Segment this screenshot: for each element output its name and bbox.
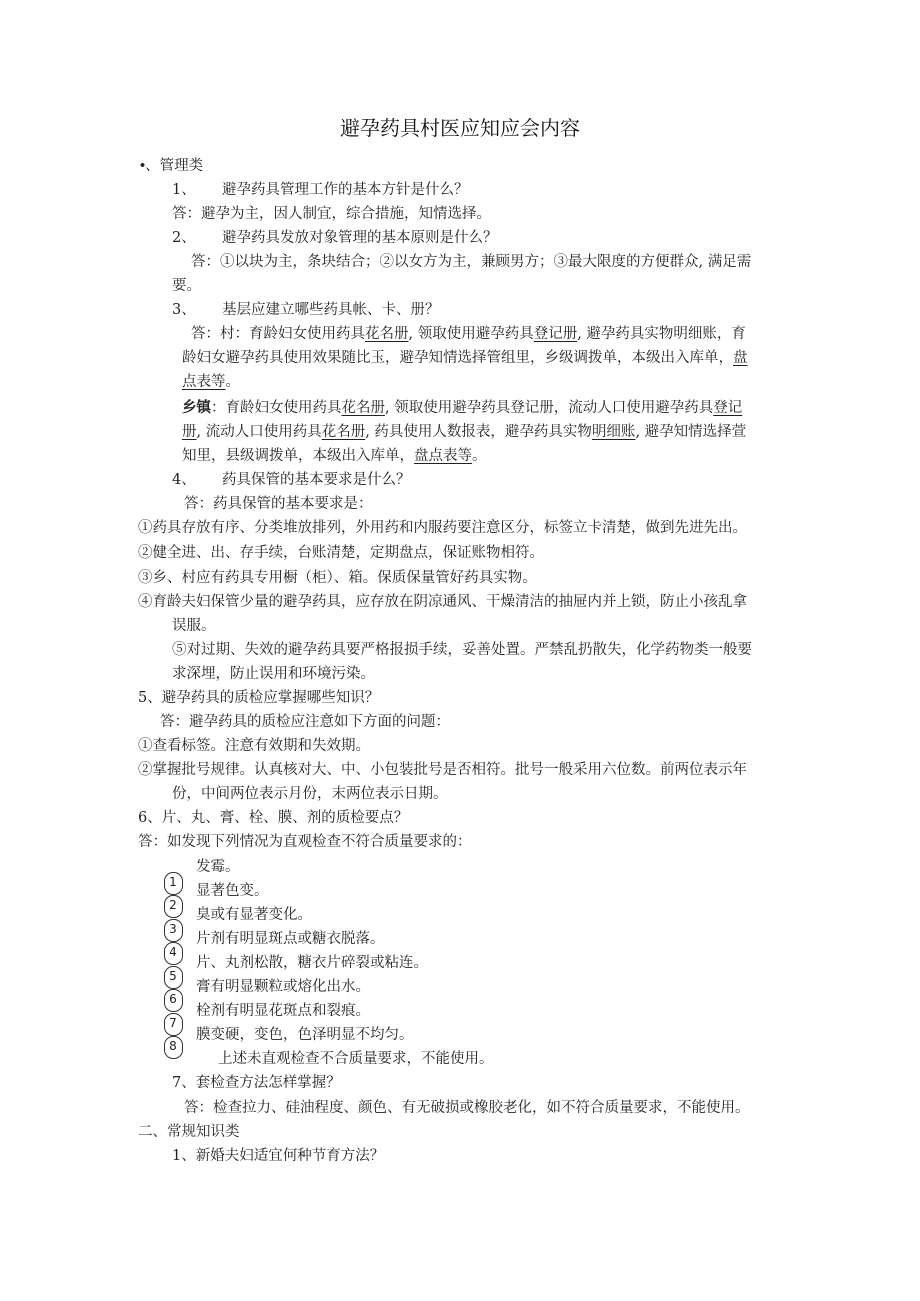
question-number: 1、	[172, 182, 196, 198]
defect-item: 发霉。	[196, 859, 240, 875]
list-item: ③乡、村应有药具专用橱（柜）、箱。保质保量管好药具实物。	[138, 570, 537, 586]
circled-number-marker: 2	[164, 895, 183, 918]
question-6: 6、片、丸、膏、栓、膜、剂的质检要点？	[138, 810, 409, 826]
list-item-continuation: 误服。	[172, 618, 216, 634]
text-run: 龄妇女避孕药具使用效果随比玉，避孕知情选择管组里，乡级调拨单，本级出入库单，	[182, 350, 733, 366]
circled-number-marker: 4	[164, 942, 183, 965]
underlined-term: 花名册	[321, 424, 366, 440]
text-run: , 领取使用避孕药具登记册，流动人口使用避孕药具	[385, 400, 714, 416]
answer-3-village-line-1	[191, 322, 746, 346]
answer-6: 答：如发现下列情况为直观检查不符合质量要求的：	[138, 834, 472, 850]
text-run: ：育龄妇女使用药具	[211, 400, 342, 416]
text-run: , 流动人口使用药具	[196, 424, 322, 440]
circled-number-column	[163, 871, 183, 1059]
answer-4: 答：药具保管的基本要求是：	[184, 496, 373, 512]
question-number: 3、	[172, 302, 196, 318]
underlined-term: 盘点表等	[414, 448, 472, 464]
defect-conclusion: 上述未直观检查不合质量要求，不能使用。	[218, 1051, 494, 1067]
list-item-continuation: 份，中间两位表示月份，末两位表示日期。	[172, 786, 448, 802]
answer-3-village-line-3	[182, 370, 240, 394]
list-item: ①药具存放有序、分类堆放排列，外用药和内服药要注意区分，标签立卡清楚，做到先进先出。	[138, 520, 747, 536]
section-heading-management: •、管理类	[140, 158, 204, 174]
question-3	[172, 298, 440, 322]
defect-item: 片剂有明显斑点或糖衣脱落。	[196, 931, 385, 947]
list-item: ⑤对过期、失效的避孕药具要严格报损手续，妥善处置。严禁乱扔散失，化学药物类一般要	[172, 642, 752, 658]
defect-item: 栓剂有明显花斑点和裂痕。	[196, 1003, 370, 1019]
circled-number-marker: 8	[164, 1036, 183, 1059]
circled-number-marker: 6	[164, 989, 183, 1012]
text-run: 。	[225, 374, 240, 390]
list-item: ①查看标签。注意有效期和失效期。	[138, 738, 370, 754]
answer-3-town-line-3	[182, 444, 487, 468]
text-run: , 避孕药具实物明细账，育	[577, 326, 746, 342]
question-2	[172, 226, 498, 250]
underlined-term: 明细账	[591, 424, 636, 440]
underlined-term: 登记册	[533, 326, 578, 342]
page-title: 避孕药具村医应知应会内容	[340, 116, 580, 140]
question-text: 药具保管的基本要求是什么？	[222, 472, 411, 488]
answer-3-town-line-2	[182, 420, 746, 444]
question-5: 5、避孕药具的质检应掌握哪些知识？	[138, 690, 380, 706]
defect-item: 臭或有显著变化。	[196, 907, 312, 923]
defect-item: 片、丸剂松散，糖衣片碎裂或粘连。	[196, 955, 428, 971]
underlined-term: 册	[182, 424, 197, 440]
answer-7: 答：检查拉力、硅油程度、颜色、有无破损或橡胶老化，如不符合质量要求，不能使用。	[184, 1100, 750, 1116]
section-heading-general-knowledge: 二、常规知识类	[138, 1124, 240, 1140]
question-1	[172, 178, 469, 202]
circled-number-marker: 1	[164, 872, 183, 895]
circled-number-marker: 5	[164, 966, 183, 989]
text-run: 答：村：育龄妇女使用药具	[191, 326, 365, 342]
text-run: 。	[472, 448, 487, 464]
defect-item: 显著色变。	[196, 883, 269, 899]
circled-number-marker: 3	[164, 919, 183, 942]
underlined-term: 盘	[733, 350, 748, 366]
defect-item: 膜变硬，变色，色泽明显不均匀。	[196, 1027, 414, 1043]
list-item: ②掌握批号规律。认真核对大、中、小包装批号是否相符。批号一般采用六位数。前两位表示年	[138, 762, 747, 778]
text-run: 知里，县级调拨单，本级出入库单，	[182, 448, 414, 464]
question-number: 2、	[172, 230, 196, 246]
text-run: , 药具使用人数报表，避孕药具实物	[365, 424, 592, 440]
circled-number-marker: 7	[164, 1013, 183, 1036]
question-text: 基层应建立哪些药具帐、卡、册？	[222, 302, 440, 318]
question-number: 4、	[172, 472, 196, 488]
text-run: , 领取使用避孕药具	[408, 326, 534, 342]
answer-2-line-1: 答：①以块为主，条块结合；②以女方为主，兼顾男方；③最大限度的方便群众, 满足需	[191, 254, 752, 270]
question-4	[172, 468, 411, 492]
answer-5: 答：避孕药具的质检应注意如下方面的问题：	[160, 714, 450, 730]
answer-3-town-line-1	[182, 396, 742, 420]
list-item-continuation: 求深埋，防止误用和环境污染。	[172, 666, 375, 682]
answer-2-line-2: 要。	[172, 278, 201, 294]
list-item: ④育龄夫妇保管少量的避孕药具，应存放在阴凉通风、干燥清洁的抽屉内并上锁，防止小孩乱拿	[138, 594, 747, 610]
answer-3-village-line-2	[182, 346, 748, 370]
underlined-term: 花名册	[365, 326, 409, 342]
defect-item: 膏有明显颗粒或熔化出水。	[196, 979, 370, 995]
underlined-term: 点表等	[182, 374, 226, 390]
underlined-term: 登记	[713, 400, 743, 416]
underlined-term: 花名册	[341, 400, 385, 416]
question-general-1: 1、新婚夫妇适宜何种节育方法？	[172, 1148, 385, 1164]
list-item: ②健全进、出、存手续，台账清楚，定期盘点，保证账物相符。	[138, 545, 544, 561]
question-text: 避孕药具发放对象管理的基本原则是什么？	[222, 230, 498, 246]
question-7: 7、套检查方法怎样掌握？	[172, 1075, 341, 1091]
question-text: 避孕药具管理工作的基本方针是什么？	[222, 182, 469, 198]
town-label: 乡镇	[182, 400, 211, 416]
answer-1: 答：避孕为主，因人制宜，综合措施，知情选择。	[172, 206, 491, 222]
text-run: , 避孕知情选择萱	[635, 424, 747, 440]
